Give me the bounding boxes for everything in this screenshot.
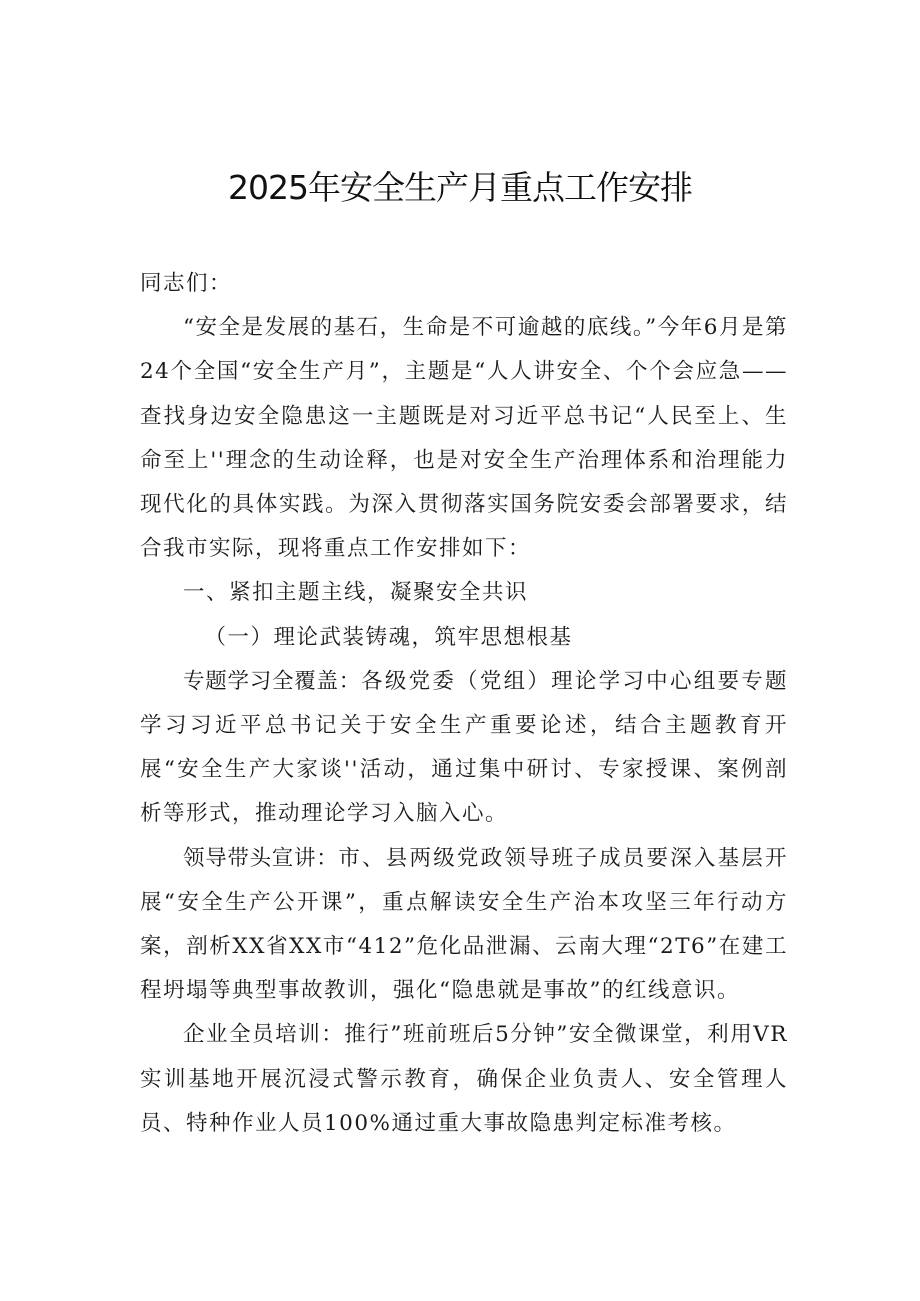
section-heading-1: 一、紧扣主题主线，凝聚安全共识 bbox=[183, 580, 529, 606]
item-paragraph-study bbox=[140, 660, 788, 837]
document-title: 2025年安全生产月重点工作安排 bbox=[228, 168, 692, 207]
item-lead-lecture: 领导带头宣讲： bbox=[183, 845, 339, 871]
item-paragraph-training bbox=[140, 1013, 788, 1146]
item-text-study: 各级党委（党组）理论学习中心组要专题学习习近平总书记关于安全生产重要论述，结合主题教育开展“安全生产大家谈''活动，通过集中研讨、专家授课、案例剖析等形式，推动理论学习入脑入心。 bbox=[140, 668, 788, 827]
subsection-heading-1: （一）理论武装铸魂，筑牢思想根基 bbox=[204, 624, 573, 650]
item-lead-training: 企业全员培训： bbox=[183, 1022, 345, 1048]
item-text-training: 推行”班前班后5分钟”安全微课堂，利用VR实训基地开展沉浸式警示教育，确保企业负责人、安全管理人员、特种作业人员100%通过重大事故隐患判定标准考核。 bbox=[140, 1022, 788, 1136]
document-body bbox=[140, 262, 788, 1146]
item-paragraph-lecture bbox=[140, 837, 788, 1014]
intro-paragraph: “安全是发展的基石，生命是不可逾越的底线。”今年6月是第24个全国“安全生产月”，主题是“人人讲安全、个个会应急——查找身边安全隐患这一主题既是对习近平总书记“人民至上、生命至上''理念的生动诠释，也是对安全生产治理体系和治理能力现代化的具体实践。为深入贯彻落实国务院安委会部署要求，结合我市实际，现将重点工作安排如下： bbox=[140, 315, 788, 562]
item-lead-study: 专题学习全覆盖： bbox=[183, 668, 362, 694]
item-text-lecture: 市、县两级党政领导班子成员要深入基层开展“安全生产公开课”，重点解读安全生产治本攻坚三年行动方案，剖析XX省XX市“412”危化品泄漏、云南大理“2T6”在建工程坍塌等典型事故教训，强化“隐患就是事故”的红线意识。 bbox=[140, 845, 788, 1004]
salutation: 同志们： bbox=[140, 271, 233, 296]
